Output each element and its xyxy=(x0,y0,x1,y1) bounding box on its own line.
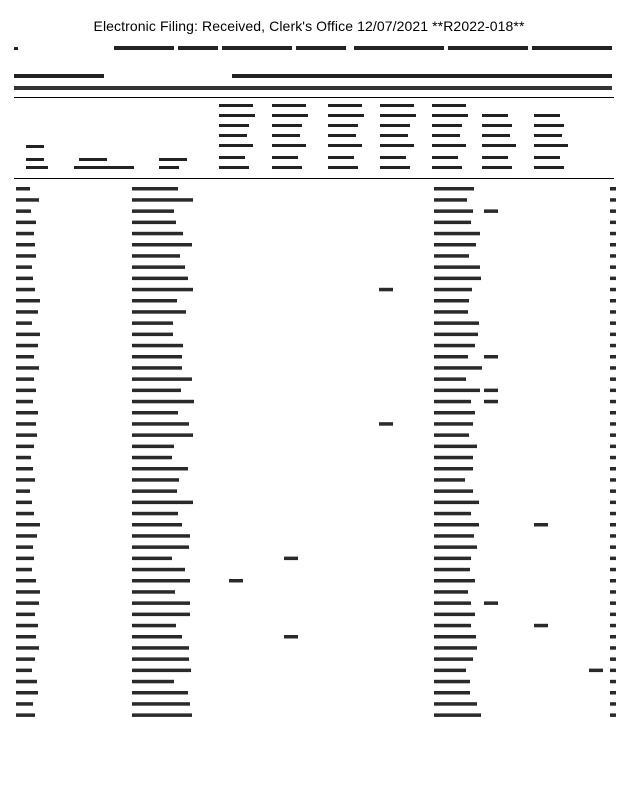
illegible-cell-mark xyxy=(132,545,189,549)
illegible-cell-mark xyxy=(16,400,33,404)
illegible-cell-mark xyxy=(16,310,38,314)
illegible-cell-mark xyxy=(434,288,472,292)
illegible-cell-mark xyxy=(16,433,37,437)
illegible-cell-mark xyxy=(132,411,178,415)
illegible-cell-mark xyxy=(132,243,192,247)
illegible-cell-mark xyxy=(16,646,39,650)
illegible-cell-mark xyxy=(132,680,174,684)
illegible-cell-mark xyxy=(16,333,40,337)
illegible-cell-mark xyxy=(434,646,477,650)
illegible-cell-mark xyxy=(132,299,177,303)
illegible-cell-mark xyxy=(132,254,180,258)
illegible-cell-mark xyxy=(610,422,616,426)
illegible-cell-mark xyxy=(132,445,174,449)
illegible-cell-mark xyxy=(434,467,473,471)
illegible-cell-mark xyxy=(610,254,616,258)
illegible-cell-mark xyxy=(229,579,243,583)
illegible-cell-mark xyxy=(434,702,477,706)
illegible-cell-mark xyxy=(16,288,35,292)
illegible-cell-mark xyxy=(610,221,616,225)
illegible-cell-mark xyxy=(132,209,174,213)
illegible-cell-mark xyxy=(132,568,185,572)
illegible-cell-mark xyxy=(434,669,466,673)
illegible-cell-mark xyxy=(610,557,616,561)
illegible-table-body xyxy=(14,184,618,744)
illegible-cell-mark xyxy=(16,187,30,191)
illegible-column-headers xyxy=(14,100,614,176)
illegible-cell-mark xyxy=(132,198,193,202)
illegible-cell-mark xyxy=(610,288,616,292)
illegible-cell-mark xyxy=(379,422,393,426)
illegible-cell-mark xyxy=(16,265,32,269)
illegible-cell-mark xyxy=(610,478,616,482)
illegible-cell-mark xyxy=(132,512,178,516)
illegible-cell-mark xyxy=(434,478,465,482)
illegible-cell-mark xyxy=(610,433,616,437)
illegible-cell-mark xyxy=(434,321,479,325)
illegible-cell-mark xyxy=(16,669,32,673)
illegible-cell-mark xyxy=(16,445,34,449)
illegible-cell-mark xyxy=(16,523,40,527)
illegible-cell-mark xyxy=(434,489,473,493)
illegible-cell-mark xyxy=(610,456,616,460)
illegible-cell-mark xyxy=(610,232,616,236)
illegible-cell-mark xyxy=(434,568,470,572)
illegible-cell-mark xyxy=(16,221,36,225)
illegible-cell-mark xyxy=(610,400,616,404)
illegible-cell-mark xyxy=(610,243,616,247)
illegible-cell-mark xyxy=(610,344,616,348)
illegible-glyph-strip xyxy=(14,84,614,92)
illegible-cell-mark xyxy=(434,254,469,258)
illegible-cell-mark xyxy=(132,523,182,527)
illegible-cell-mark xyxy=(610,445,616,449)
illegible-cell-mark xyxy=(16,254,36,258)
illegible-cell-mark xyxy=(610,310,616,314)
illegible-cell-mark xyxy=(132,333,173,337)
illegible-cell-mark xyxy=(132,669,191,673)
illegible-cell-mark xyxy=(132,557,172,561)
illegible-cell-mark xyxy=(484,601,498,605)
illegible-cell-mark xyxy=(132,265,185,269)
illegible-cell-mark xyxy=(484,389,498,393)
illegible-cell-mark xyxy=(610,613,616,617)
illegible-cell-mark xyxy=(132,501,193,505)
illegible-cell-mark xyxy=(132,489,177,493)
illegible-cell-mark xyxy=(610,265,616,269)
illegible-cell-mark xyxy=(434,310,468,314)
filing-stamp: Electronic Filing: Received, Clerk's Office 12/07/2021 **R2022-018** xyxy=(93,18,525,34)
illegible-cell-mark xyxy=(434,422,473,426)
illegible-cell-mark xyxy=(484,209,498,213)
illegible-cell-mark xyxy=(610,209,616,213)
illegible-cell-mark xyxy=(434,209,473,213)
illegible-cell-mark xyxy=(610,321,616,325)
illegible-cell-mark xyxy=(434,512,471,516)
illegible-cell-mark xyxy=(16,209,31,213)
illegible-cell-mark xyxy=(16,344,38,348)
illegible-cell-mark xyxy=(610,512,616,516)
illegible-cell-mark xyxy=(534,624,548,628)
illegible-cell-mark xyxy=(434,557,471,561)
illegible-cell-mark xyxy=(434,534,474,538)
illegible-cell-mark xyxy=(610,680,616,684)
illegible-cell-mark xyxy=(132,277,188,281)
illegible-cell-mark xyxy=(132,613,190,617)
illegible-cell-mark xyxy=(132,433,193,437)
illegible-cell-mark xyxy=(434,456,473,460)
illegible-cell-mark xyxy=(16,277,33,281)
illegible-cell-mark xyxy=(610,501,616,505)
illegible-cell-mark xyxy=(610,635,616,639)
illegible-cell-mark xyxy=(484,355,498,359)
illegible-cell-mark xyxy=(16,467,33,471)
illegible-cell-mark xyxy=(16,691,38,695)
illegible-cell-mark xyxy=(434,355,468,359)
illegible-line-top xyxy=(14,44,614,52)
illegible-cell-mark xyxy=(434,657,473,661)
illegible-cell-mark xyxy=(16,422,36,426)
illegible-cell-mark xyxy=(132,377,192,381)
illegible-cell-mark xyxy=(16,512,34,516)
illegible-cell-mark xyxy=(610,568,616,572)
illegible-cell-mark xyxy=(132,601,190,605)
illegible-cell-mark xyxy=(16,489,30,493)
illegible-cell-mark xyxy=(589,669,603,673)
illegible-cell-mark xyxy=(610,377,616,381)
illegible-cell-mark xyxy=(434,601,471,605)
illegible-cell-mark xyxy=(132,579,190,583)
illegible-cell-mark xyxy=(610,702,616,706)
illegible-cell-mark xyxy=(610,713,616,717)
illegible-cell-mark xyxy=(16,243,35,247)
illegible-cell-mark xyxy=(132,422,189,426)
table-header-rule xyxy=(14,178,614,179)
illegible-line-3 xyxy=(14,84,614,92)
illegible-cell-mark xyxy=(132,366,182,370)
illegible-cell-mark xyxy=(434,590,468,594)
illegible-cell-mark xyxy=(132,534,190,538)
illegible-cell-mark xyxy=(16,478,35,482)
illegible-cell-mark xyxy=(484,400,498,404)
illegible-cell-mark xyxy=(434,613,475,617)
illegible-cell-mark xyxy=(132,590,175,594)
illegible-cell-mark xyxy=(434,333,478,337)
illegible-cell-mark xyxy=(610,601,616,605)
illegible-cell-mark xyxy=(534,523,548,527)
illegible-cell-mark xyxy=(434,299,469,303)
illegible-cell-mark xyxy=(16,613,35,617)
illegible-cell-mark xyxy=(132,400,194,404)
illegible-cell-mark xyxy=(132,478,179,482)
illegible-cell-mark xyxy=(132,321,173,325)
illegible-cell-mark xyxy=(434,624,471,628)
illegible-cell-mark xyxy=(434,377,466,381)
illegible-cell-mark xyxy=(16,501,32,505)
illegible-cell-mark xyxy=(610,333,616,337)
illegible-cell-mark xyxy=(434,579,475,583)
illegible-cell-mark xyxy=(434,713,481,717)
illegible-cell-mark xyxy=(16,635,36,639)
illegible-cell-mark xyxy=(16,377,34,381)
illegible-cell-mark xyxy=(434,243,476,247)
illegible-cell-mark xyxy=(132,310,186,314)
illegible-cell-mark xyxy=(610,669,616,673)
illegible-cell-mark xyxy=(132,344,183,348)
illegible-cell-mark xyxy=(610,489,616,493)
illegible-cell-mark xyxy=(610,657,616,661)
illegible-cell-mark xyxy=(16,601,39,605)
illegible-cell-mark xyxy=(434,400,471,404)
illegible-cell-mark xyxy=(16,321,32,325)
illegible-cell-mark xyxy=(132,691,188,695)
illegible-cell-mark xyxy=(610,277,616,281)
illegible-cell-mark xyxy=(16,545,33,549)
illegible-cell-mark xyxy=(132,232,183,236)
illegible-cell-mark xyxy=(16,355,34,359)
illegible-cell-mark xyxy=(434,433,469,437)
illegible-cell-mark xyxy=(610,523,616,527)
illegible-cell-mark xyxy=(132,646,189,650)
illegible-cell-mark xyxy=(16,590,40,594)
illegible-cell-mark xyxy=(284,557,298,561)
illegible-cell-mark xyxy=(132,702,190,706)
illegible-cell-mark xyxy=(16,624,38,628)
illegible-cell-mark xyxy=(16,198,39,202)
illegible-cell-mark xyxy=(610,366,616,370)
illegible-cell-mark xyxy=(610,691,616,695)
illegible-cell-mark xyxy=(434,445,477,449)
illegible-cell-mark xyxy=(16,299,40,303)
illegible-cell-mark xyxy=(610,646,616,650)
illegible-cell-mark xyxy=(434,680,470,684)
illegible-cell-mark xyxy=(132,467,188,471)
illegible-cell-mark xyxy=(610,534,616,538)
illegible-cell-mark xyxy=(610,198,616,202)
illegible-cell-mark xyxy=(610,624,616,628)
illegible-cell-mark xyxy=(434,501,479,505)
illegible-glyph-strip xyxy=(14,72,614,80)
illegible-cell-mark xyxy=(434,635,476,639)
illegible-cell-mark xyxy=(610,355,616,359)
illegible-cell-mark xyxy=(379,288,393,292)
illegible-glyph-strip xyxy=(14,44,614,52)
illegible-cell-mark xyxy=(610,590,616,594)
illegible-cell-mark xyxy=(16,579,36,583)
illegible-cell-mark xyxy=(434,277,481,281)
illegible-cell-mark xyxy=(610,389,616,393)
illegible-cell-mark xyxy=(16,657,35,661)
illegible-cell-mark xyxy=(132,288,193,292)
illegible-cell-mark xyxy=(434,221,471,225)
illegible-cell-mark xyxy=(16,702,33,706)
illegible-cell-mark xyxy=(610,467,616,471)
illegible-cell-mark xyxy=(434,232,480,236)
illegible-cell-mark xyxy=(16,680,37,684)
illegible-cell-mark xyxy=(434,691,470,695)
illegible-cell-mark xyxy=(16,411,38,415)
illegible-cell-mark xyxy=(284,635,298,639)
illegible-cell-mark xyxy=(610,579,616,583)
illegible-cell-mark xyxy=(16,389,36,393)
illegible-cell-mark xyxy=(434,545,477,549)
illegible-cell-mark xyxy=(434,265,480,269)
illegible-cell-mark xyxy=(132,657,189,661)
illegible-cell-mark xyxy=(610,545,616,549)
illegible-line-2 xyxy=(14,72,614,80)
illegible-cell-mark xyxy=(16,557,34,561)
illegible-cell-mark xyxy=(610,299,616,303)
illegible-cell-mark xyxy=(16,568,32,572)
illegible-cell-mark xyxy=(16,713,35,717)
illegible-cell-mark xyxy=(132,624,176,628)
illegible-cell-mark xyxy=(132,355,182,359)
illegible-cell-mark xyxy=(16,456,31,460)
table-top-rule xyxy=(14,97,614,98)
illegible-cell-mark xyxy=(434,389,480,393)
illegible-cell-mark xyxy=(132,221,176,225)
illegible-cell-mark xyxy=(434,198,467,202)
illegible-cell-mark xyxy=(132,635,182,639)
illegible-cell-mark xyxy=(434,366,482,370)
illegible-cell-mark xyxy=(610,187,616,191)
illegible-cell-mark xyxy=(434,187,474,191)
illegible-cell-mark xyxy=(434,344,475,348)
illegible-cell-mark xyxy=(132,389,181,393)
illegible-cell-mark xyxy=(132,713,192,717)
illegible-cell-mark xyxy=(132,187,178,191)
illegible-cell-mark xyxy=(16,366,39,370)
illegible-cell-mark xyxy=(434,523,479,527)
illegible-cell-mark xyxy=(610,411,616,415)
illegible-cell-mark xyxy=(434,411,475,415)
illegible-cell-mark xyxy=(16,534,37,538)
illegible-cell-mark xyxy=(16,232,34,236)
illegible-cell-mark xyxy=(132,456,172,460)
